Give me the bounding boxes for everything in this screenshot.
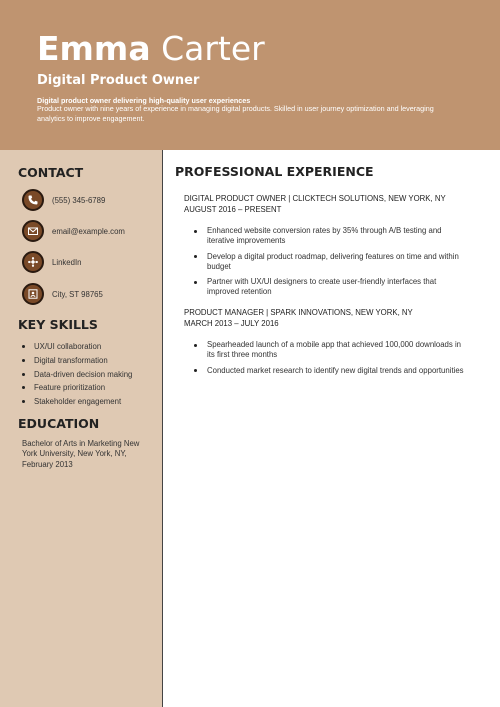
job-entry <box>184 308 484 381</box>
candidate-name <box>37 30 265 68</box>
job-bullets <box>193 340 484 376</box>
location-icon <box>22 283 44 305</box>
contact-email[interactable] <box>22 220 125 242</box>
first-name: Emma <box>37 29 151 68</box>
bullet-item: Enhanced website conversion rates by 35% through A/B testing and iterative improvements <box>193 226 468 246</box>
job-title-line: DIGITAL PRODUCT OWNER | CLICKTECH SOLUTIONS, NEW YORK, NY <box>184 194 446 203</box>
bullet-item: Develop a digital product roadmap, delivering features on time and within budget <box>193 252 468 272</box>
header-banner <box>0 0 500 150</box>
bullet-item: Conducted market research to identify new digital trends and opportunities <box>193 366 468 376</box>
contact-phone[interactable] <box>22 189 105 211</box>
contact-text: email@example.com <box>52 226 125 236</box>
bullet-item: Partner with UX/UI designers to create user-friendly interfaces that improved retention <box>193 277 468 297</box>
skill-item: Feature prioritization <box>22 381 132 395</box>
linkedin-icon <box>22 251 44 273</box>
contact-text: (555) 345-6789 <box>52 195 106 205</box>
skill-item: Data-driven decision making <box>22 367 132 381</box>
contact-location <box>22 283 103 305</box>
phone-icon <box>22 189 44 211</box>
experience-heading: PROFESSIONAL EXPERIENCE <box>175 164 374 179</box>
education-heading: EDUCATION <box>18 416 100 431</box>
job-title-line: PRODUCT MANAGER | SPARK INNOVATIONS, NEW YORK, NY <box>184 308 413 317</box>
job-entry <box>184 194 484 303</box>
job-title: Digital Product Owner <box>37 73 200 88</box>
skills-list <box>22 340 132 408</box>
contact-heading: CONTACT <box>18 165 84 180</box>
sidebar <box>0 150 163 707</box>
contact-text: LinkedIn <box>52 257 82 267</box>
job-dates: AUGUST 2016 – PRESENT <box>184 204 282 214</box>
job-dates: MARCH 2013 – JULY 2016 <box>184 318 279 328</box>
skills-heading: KEY SKILLS <box>18 317 98 332</box>
bullet-item: Spearheaded launch of a mobile app that achieved 100,000 downloads in its first three months <box>193 340 468 360</box>
job-bullets <box>193 226 484 297</box>
education-text: Bachelor of Arts in Marketing New York University, New York, NY, February 2013 <box>22 439 140 469</box>
skill-item: UX/UI collaboration <box>22 340 132 354</box>
skill-item: Digital transformation <box>22 354 132 368</box>
email-icon <box>22 220 44 242</box>
skill-item: Stakeholder engagement <box>22 395 132 409</box>
contact-text: City, ST 98765 <box>52 289 103 299</box>
summary-heading: Digital product owner delivering high-quality user experiences <box>37 96 251 105</box>
summary-text: Product owner with nine years of experience in managing digital products. Skilled in user journey optimization and leveraging analytics to improve engagement. <box>37 104 434 123</box>
contact-linkedin[interactable] <box>22 251 81 273</box>
last-name: Carter <box>161 29 265 68</box>
